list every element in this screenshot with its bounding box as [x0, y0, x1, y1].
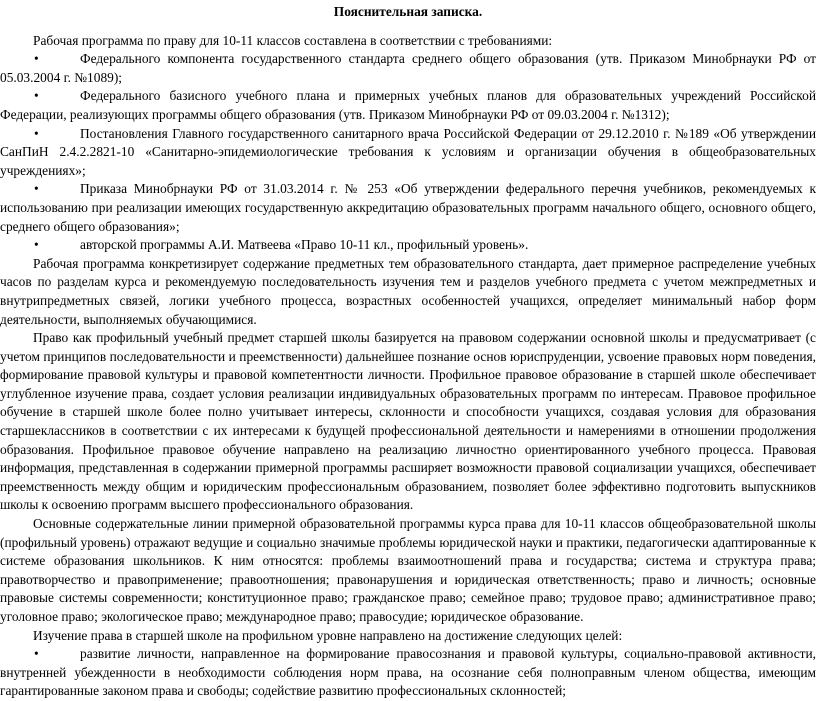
- requirements-list: [0, 50, 816, 255]
- requirement-text: Федерального базисного учебного плана и примерных учебных планов для образовательных учреждений Российской Федерации, реализующих программы общего образования (утв. Приказом Минобрнауки РФ от 09.03.2004 г. №1312);: [0, 88, 816, 122]
- requirement-text: Федерального компонента государственного стандарта среднего общего образования (утв. Приказом Минобрнауки РФ от 05.03.2004 г. №1089);: [0, 51, 816, 85]
- goals-list: [0, 645, 816, 701]
- content-lines-paragraph: Основные содержательные линии примерной образовательной программы курса права для 10-11 классов общеобразовательной школы (профильный уровень) отражают ведущие и социально значимые проблемы юридической науки и практики, педагогически адаптированные к системе образования школьников. К ним относятся: проблемы взаимоотношений права и государства; система и структура права; правотворчество и правоприменение; правоотношения; правонарушения и юридическая ответственность; право и личность; основные правовые системы современности; конституционное право; гражданское право; семейное право; трудовое право; административное право; уголовное право; экологическое право; международное право; правосудие; юридическое образование.: [0, 516, 816, 624]
- profile-subject-paragraph: Право как профильный учебный предмет старшей школы базируется на правовом содержании основной школы и предусматривает (с учетом принципов последовательности и преемственности) дальнейшее познание основ юриспруденции, усвоение правовых норм поведения, формирование правовой культуры и правовой компетентности личности. Профильное правовое образование в старшей школе обеспечивает углубленное изучение права, создает условия реализации индивидуальных образовательных программ по интересам. Правовое профильное обучение в старшей школе более полно учитывает интересы, склонности и способности учащихся, создавая условия для образования старшеклассников в соответствии с их интересами к будущей профессиональной деятельности и намерениями в отношении продолжения образования. Профильное правовое обучение направлено на реализацию личностно ориентированного учебного процесса. Правовая информация, представленная в содержании примерной программы расширяет возможности правовой социализации учащихся, обеспечивает преемственность между общим и юридическим профессиональным образованием, позволяет более эффективно подготовить выпускников школы к освоению программ высшего профессионального образования.: [0, 330, 816, 513]
- bullet-marker: •: [34, 181, 39, 197]
- bullet-marker: •: [34, 237, 39, 253]
- goal-item: [0, 645, 816, 701]
- bullet-marker: •: [34, 646, 39, 662]
- bullet-marker: •: [34, 125, 39, 141]
- requirement-text: Приказа Минобрнауки РФ от 31.03.2014 г. № 253 «Об утверждении федерального перечня учебников, рекомендуемых к использованию при реализации имеющих государственную аккредитацию образовательных программ начального общего, основного общего, среднего общего образования»;: [0, 181, 816, 234]
- bullet-marker: •: [34, 51, 39, 67]
- requirement-item: [0, 50, 816, 87]
- intro-paragraph: Рабочая программа по праву для 10-11 классов составлена в соответствии с требованиями:: [33, 32, 553, 48]
- document-title: Пояснительная записка.: [333, 4, 483, 19]
- requirement-item: [0, 125, 816, 181]
- requirement-text: авторской программы А.И. Матвеева «Право 10-11 кл., профильный уровень».: [80, 237, 529, 253]
- goals-intro-paragraph: Изучение права в старшей школе на профильном уровне направлено на достижение следующих целей:: [33, 627, 623, 643]
- goal-text: развитие личности, направленное на формирование правосознания и правовой культуры, социально-правовой активности, внутренней убежденности в необходимости соблюдения норм права, на осознание себя полноправным членом общества, имеющим гарантированные законом права и свободы; содействие развитию профессиональных склонностей;: [0, 646, 816, 699]
- bullet-marker: •: [34, 88, 39, 104]
- requirement-text: Постановления Главного государственного санитарного врача Российской Федерации от 29.12.2010 г. №189 «Об утверждении СанПиН 2.4.2.2821-10 «Санитарно-эпидемиологические требования к условиям и организации обучения в общеобразовательных учреждениях»;: [0, 125, 816, 178]
- requirement-item: [0, 180, 816, 236]
- program-paragraph: Рабочая программа конкретизирует содержание предметных тем образовательного стандарта, дает примерное распределение учебных часов по разделам курса и рекомендуемую последовательность изучения тем и разделов учебного предмета с учетом межпредметных и внутрипредметных связей, логики учебного процесса, возрастных особенностей учащихся, определяет минимальный набор форм деятельности, выполняемых обучающимися.: [0, 255, 816, 327]
- requirement-item: [0, 87, 816, 124]
- requirement-item: [0, 236, 816, 255]
